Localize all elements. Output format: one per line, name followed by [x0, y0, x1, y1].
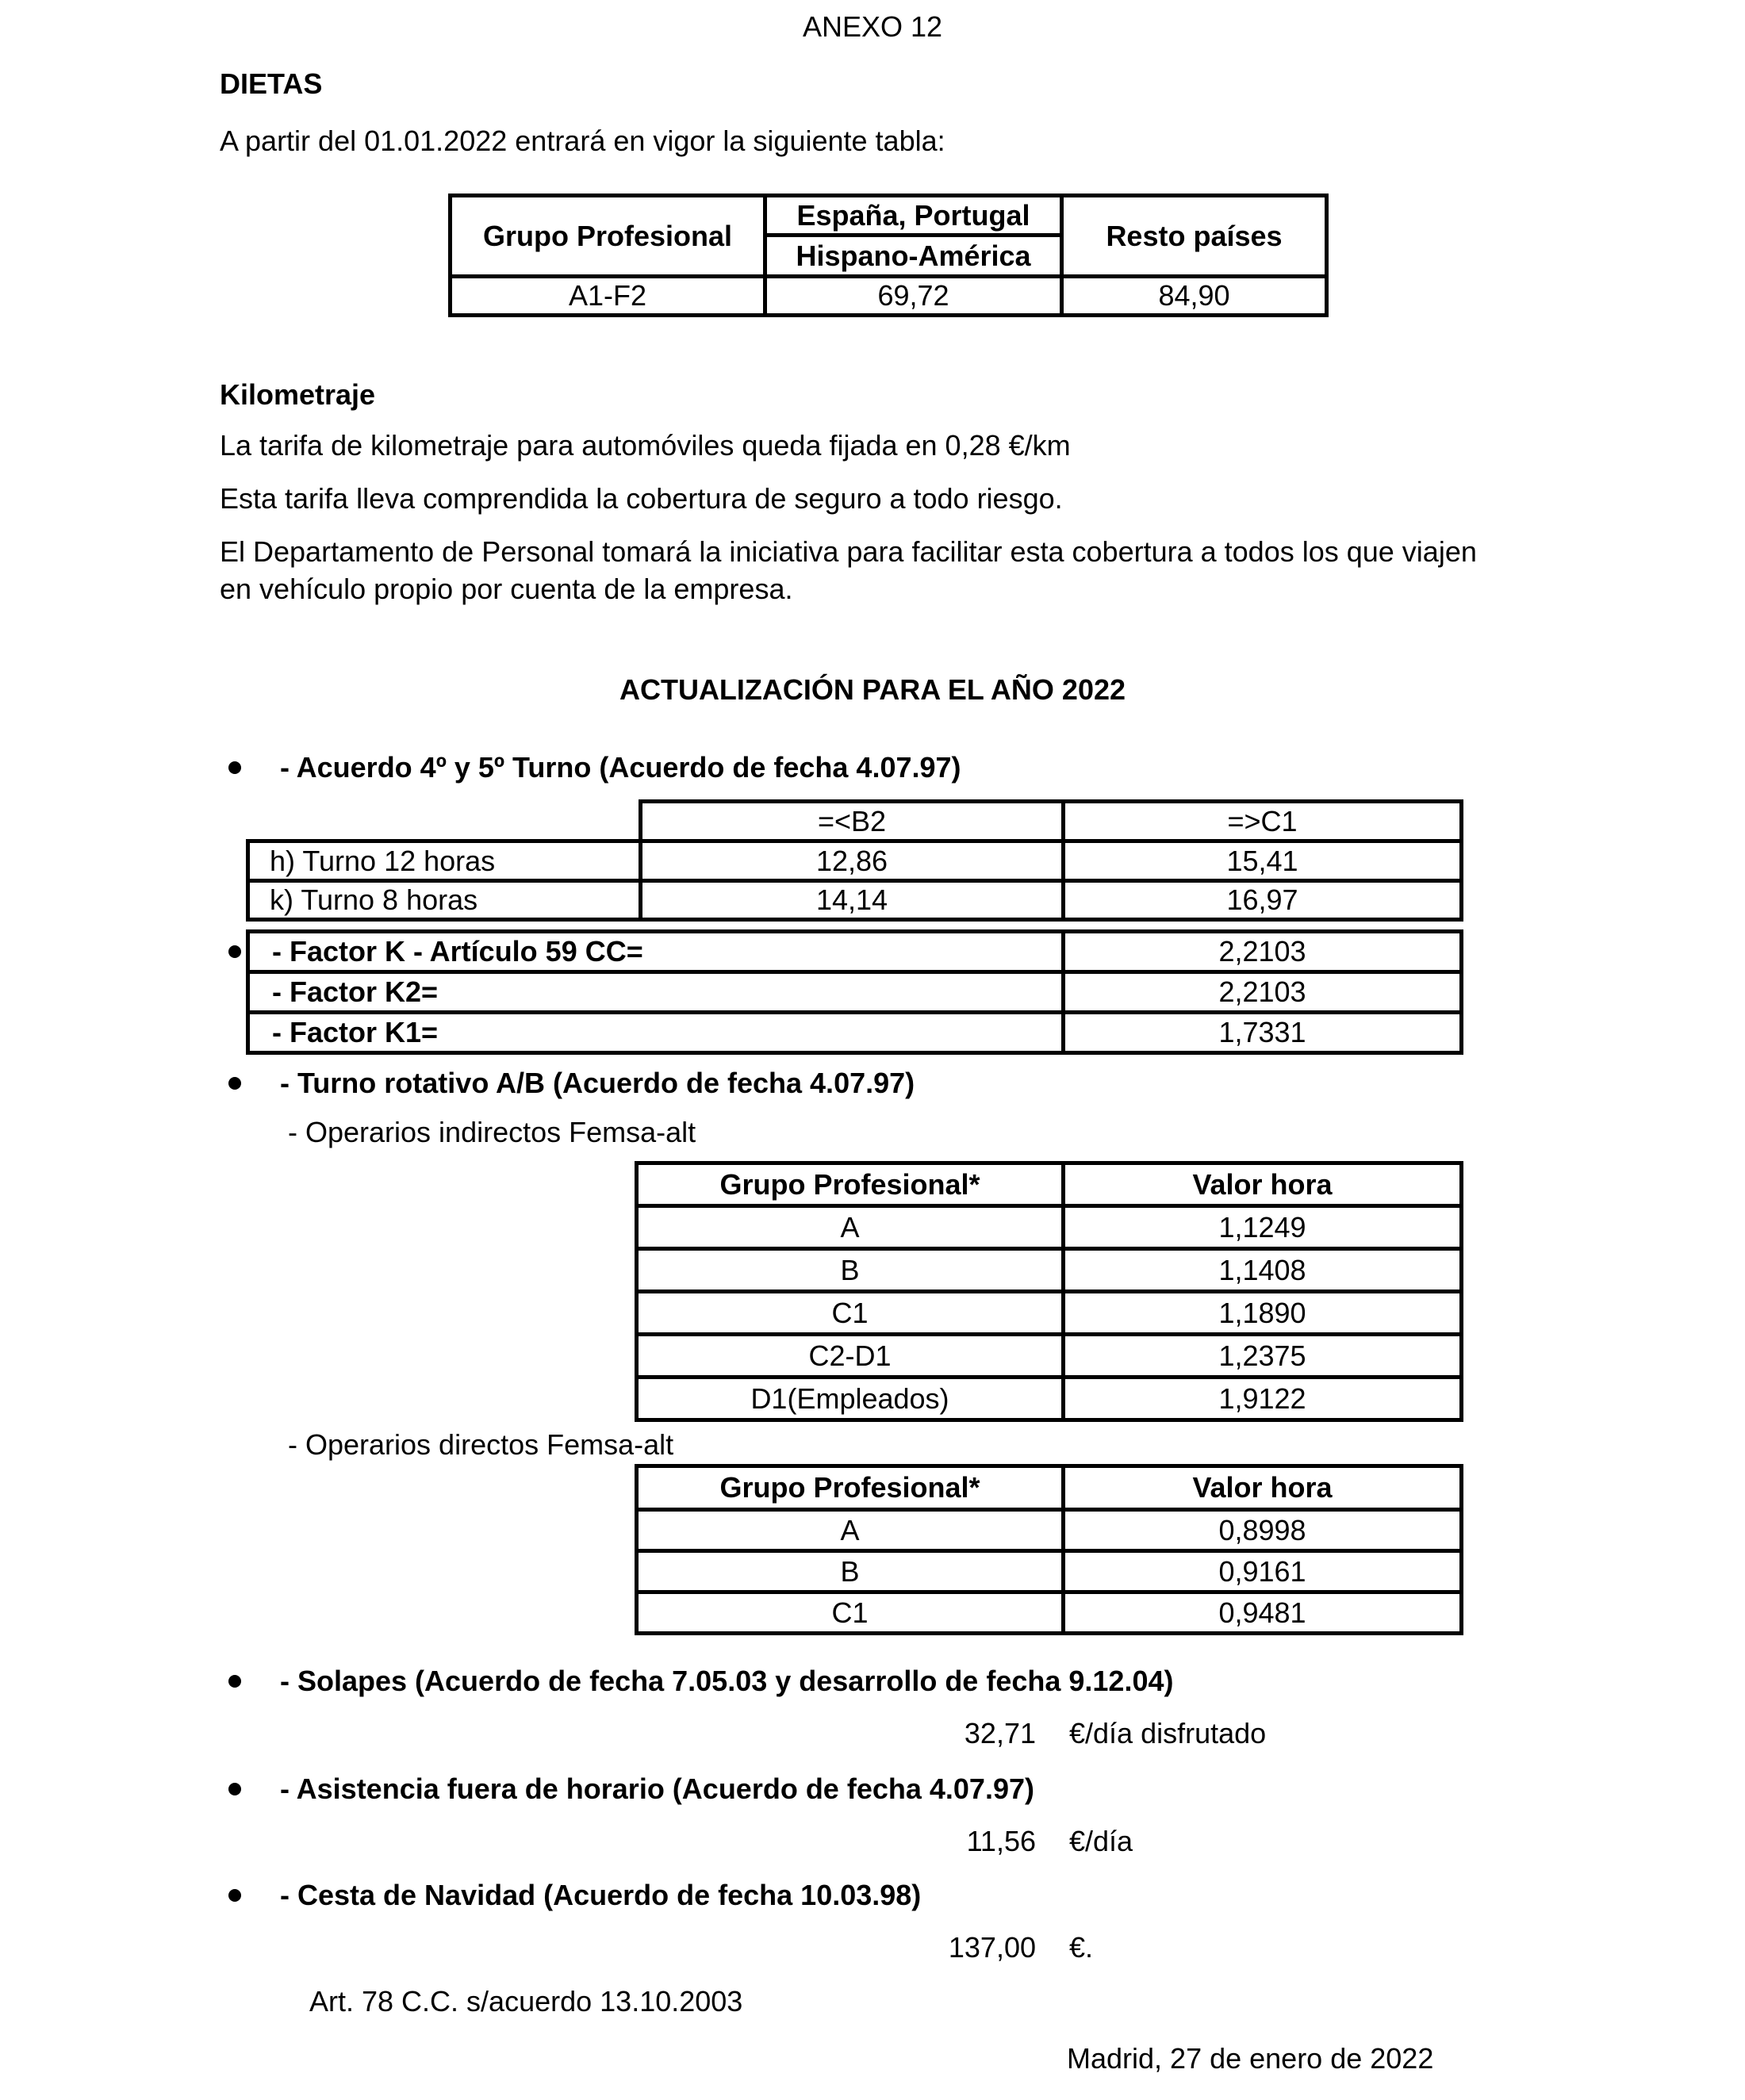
- bullet-item-label: - Cesta de Navidad (Acuerdo de fecha 10.03.98): [280, 1879, 922, 1911]
- valor-cell: 1,2375: [1064, 1335, 1462, 1378]
- turno-c1-value: 16,97: [1064, 881, 1462, 920]
- table-row: [637, 1551, 1462, 1592]
- valor-cell: 1,1249: [1064, 1206, 1462, 1249]
- valor-cell: 0,8998: [1064, 1510, 1462, 1551]
- bullet-item-label: - Turno rotativo A/B (Acuerdo de fecha 4.07.97): [280, 1067, 915, 1099]
- dietas-resto-value: 84,90: [1062, 277, 1327, 316]
- bullet-item-label: - Solapes (Acuerdo de fecha 7.05.03 y desarrollo de fecha 9.12.04): [280, 1665, 1174, 1697]
- solapes-amount: [896, 1716, 1266, 1751]
- valor-hora-col-header: Valor hora: [1064, 1466, 1462, 1510]
- asistencia-amount-value: 11,56: [966, 1825, 1036, 1857]
- grupo-cell: A: [637, 1510, 1064, 1551]
- dietas-espana-value: 69,72: [765, 277, 1062, 316]
- anexo-label: ANEXO 12: [802, 10, 943, 43]
- turno-col-c1-header: =>C1: [1064, 802, 1462, 841]
- date-line: Madrid, 27 de enero de 2022: [1067, 2042, 1434, 2075]
- espana-portugal-header: España, Portugal: [765, 196, 1062, 236]
- subitem-operarios-directos: - Operarios directos Femsa-alt: [288, 1428, 674, 1461]
- kilometraje-paragraph-1: La tarifa de kilometraje para automóviles queda fijada en 0,28 €/km: [220, 429, 1071, 462]
- directos-table: [635, 1464, 1463, 1635]
- bullet-icon: [228, 945, 241, 958]
- valor-cell: 1,1890: [1064, 1292, 1462, 1335]
- bullet-icon: [228, 1889, 241, 1902]
- valor-cell: 1,9122: [1064, 1378, 1462, 1420]
- factor-row-value: 1,7331: [1064, 1013, 1462, 1053]
- asistencia-amount-unit: €/día: [1069, 1825, 1133, 1857]
- turno-c1-value: 15,41: [1064, 841, 1462, 881]
- asistencia-amount: [896, 1824, 1133, 1859]
- grupo-cell: B: [637, 1551, 1064, 1592]
- factor-row-label: - Factor K1=: [248, 1013, 1064, 1053]
- table-row: [248, 932, 1462, 972]
- table-row: [248, 1013, 1462, 1053]
- resto-paises-header: Resto países: [1062, 196, 1327, 277]
- valor-hora-col-header: Valor hora: [1064, 1163, 1462, 1206]
- cesta-amount-unit: €.: [1069, 1931, 1094, 1964]
- grupo-cell: D1(Empleados): [637, 1378, 1064, 1420]
- bullet-icon: [228, 1675, 241, 1688]
- grupo-profesional-col-header: Grupo Profesional*: [637, 1466, 1064, 1510]
- table-row: [248, 841, 1462, 881]
- indirectos-table: [635, 1161, 1463, 1422]
- turno-row-label: k) Turno 8 horas: [248, 881, 641, 920]
- dietas-heading: DIETAS: [220, 67, 323, 100]
- factor-row-label: - Factor K2=: [248, 972, 1064, 1013]
- table-row: [637, 1292, 1462, 1335]
- bullet-item-cesta: [228, 1878, 921, 1913]
- kilometraje-paragraph-3-line-2: en vehículo propio por cuenta de la empresa.: [220, 573, 793, 605]
- grupo-cell: C1: [637, 1592, 1064, 1634]
- dietas-grupo-cell: A1-F2: [451, 277, 765, 316]
- bullet-item-turno-rotativo: [228, 1066, 915, 1101]
- bullet-item-label: - Asistencia fuera de horario (Acuerdo de fecha 4.07.97): [280, 1772, 1034, 1805]
- grupo-cell: B: [637, 1249, 1064, 1292]
- grupo-cell: A: [637, 1206, 1064, 1249]
- solapes-amount-value: 32,71: [964, 1717, 1036, 1749]
- subitem-operarios-indirectos: - Operarios indirectos Femsa-alt: [288, 1116, 696, 1148]
- table-row: [637, 1335, 1462, 1378]
- turno-empty-corner: [248, 802, 641, 841]
- table-row: [637, 1592, 1462, 1634]
- cesta-amount-value: 137,00: [948, 1931, 1036, 1964]
- table-row: [637, 1249, 1462, 1292]
- footnote-article: Art. 78 C.C. s/acuerdo 13.10.2003: [309, 1985, 743, 2018]
- table-row: [637, 1206, 1462, 1249]
- factor-table: [246, 929, 1463, 1055]
- table-row: [248, 881, 1462, 920]
- turno-col-b2-header: =<B2: [641, 802, 1064, 841]
- bullet-icon: [228, 1077, 241, 1090]
- valor-cell: 0,9161: [1064, 1551, 1462, 1592]
- grupo-profesional-col-header: Grupo Profesional*: [637, 1163, 1064, 1206]
- turno-b2-value: 14,14: [641, 881, 1064, 920]
- actualizacion-heading: ACTUALIZACIÓN PARA EL AÑO 2022: [619, 673, 1126, 706]
- kilometraje-heading: Kilometraje: [220, 378, 376, 411]
- turno-table: [246, 799, 1463, 922]
- bullet-item-label: - Acuerdo 4º y 5º Turno (Acuerdo de fecha 4.07.97): [280, 751, 961, 784]
- solapes-amount-unit: €/día disfrutado: [1069, 1717, 1267, 1749]
- table-row: [248, 972, 1462, 1013]
- grupo-cell: C1: [637, 1292, 1064, 1335]
- bullet-item-acuerdo-turno: [228, 750, 961, 785]
- turno-row-label: h) Turno 12 horas: [248, 841, 641, 881]
- valor-cell: 0,9481: [1064, 1592, 1462, 1634]
- table-row: [637, 1510, 1462, 1551]
- factor-row-value: 2,2103: [1064, 932, 1462, 972]
- grupo-cell: C2-D1: [637, 1335, 1064, 1378]
- hispano-america-header: Hispano-América: [765, 236, 1062, 277]
- table-row: [637, 1378, 1462, 1420]
- table-row: [451, 277, 1327, 316]
- valor-cell: 1,1408: [1064, 1249, 1462, 1292]
- bullet-icon: [228, 761, 241, 774]
- dietas-intro: A partir del 01.01.2022 entrará en vigor la siguiente tabla:: [220, 125, 945, 157]
- kilometraje-paragraph-3-line-1: El Departamento de Personal tomará la iniciativa para facilitar esta cobertura a todos los que viajen: [220, 535, 1477, 568]
- bullet-icon: [228, 1783, 241, 1795]
- factor-row-value: 2,2103: [1064, 972, 1462, 1013]
- factor-row-label: - Factor K - Artículo 59 CC=: [248, 932, 1064, 972]
- turno-b2-value: 12,86: [641, 841, 1064, 881]
- kilometraje-paragraph-2: Esta tarifa lleva comprendida la cobertura de seguro a todo riesgo.: [220, 482, 1063, 515]
- bullet-item-asistencia: [228, 1772, 1034, 1807]
- bullet-item-solapes: [228, 1664, 1173, 1699]
- dietas-table: [448, 194, 1329, 317]
- grupo-profesional-header: Grupo Profesional: [451, 196, 765, 277]
- cesta-amount: [896, 1930, 1093, 1965]
